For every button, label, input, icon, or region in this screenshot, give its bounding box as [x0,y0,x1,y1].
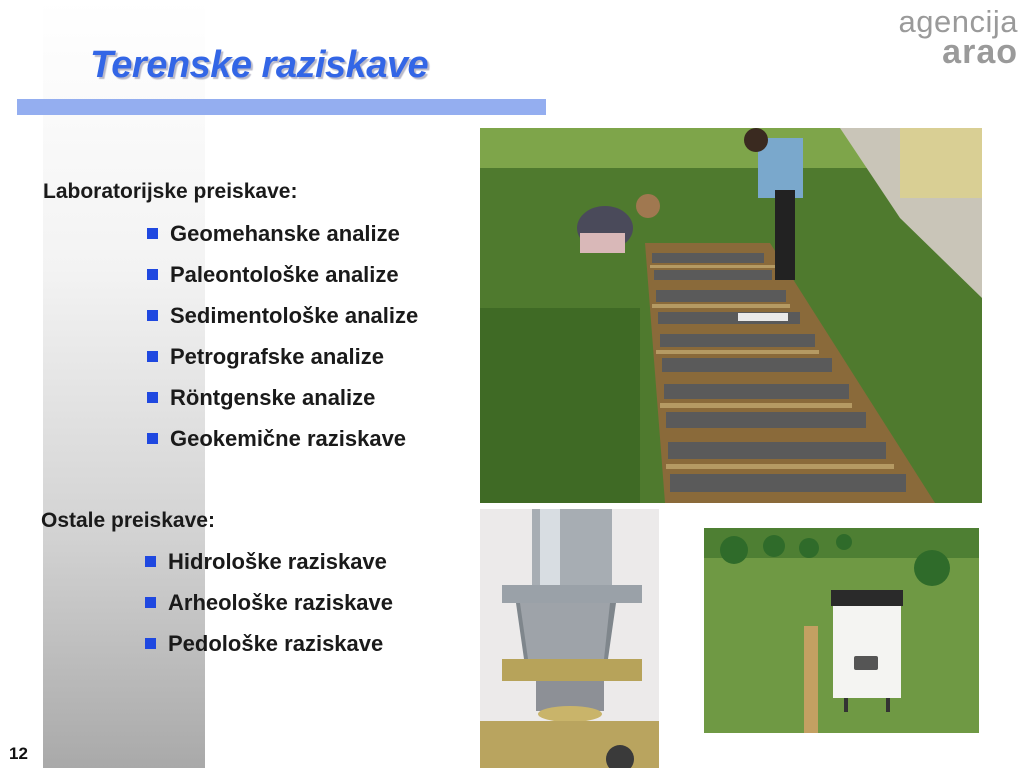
list-item [147,254,418,295]
slide-title: Terenske raziskave [90,44,429,86]
agency-logo [896,4,1018,71]
list-item [147,295,418,336]
list-item-label: Arheološke raziskave [168,589,394,615]
list-item [147,336,418,377]
lab-analyses-list [147,213,418,459]
square-bullet-icon [145,556,156,567]
list-item-label: Sedimentološke analize [170,302,419,328]
list-item [145,623,393,664]
photo-core-samples [480,128,982,503]
list-item-label: Paleontološke analize [170,261,399,287]
square-bullet-icon [145,597,156,608]
square-bullet-icon [145,638,156,649]
photo-rain-gauge [704,528,979,733]
list-item [145,582,393,623]
square-bullet-icon [147,392,158,403]
list-item-label: Pedološke raziskave [168,630,384,656]
section-heading-lab: Laboratorijske preiskave: [43,180,298,203]
square-bullet-icon [147,433,158,444]
square-bullet-icon [147,269,158,280]
list-item-label: Geokemične raziskave [170,425,407,451]
list-item-label: Petrografske analize [170,343,384,369]
list-item-label: Röntgenske analize [170,384,376,410]
list-item [145,541,393,582]
list-item [147,418,418,459]
photo-compression-test [480,509,659,768]
title-underline-bar [17,99,546,115]
section-heading-other: Ostale preiskave: [41,509,215,532]
square-bullet-icon [147,351,158,362]
square-bullet-icon [147,228,158,239]
square-bullet-icon [147,310,158,321]
list-item [147,377,418,418]
other-analyses-list [145,541,393,664]
list-item-label: Geomehanske analize [170,220,400,246]
logo-line-2: arao [942,33,1018,71]
logo-line-1: agencija [898,4,1018,39]
list-item-label: Hidrološke raziskave [168,548,387,574]
page-number: 12 [9,744,28,763]
list-item [147,213,418,254]
